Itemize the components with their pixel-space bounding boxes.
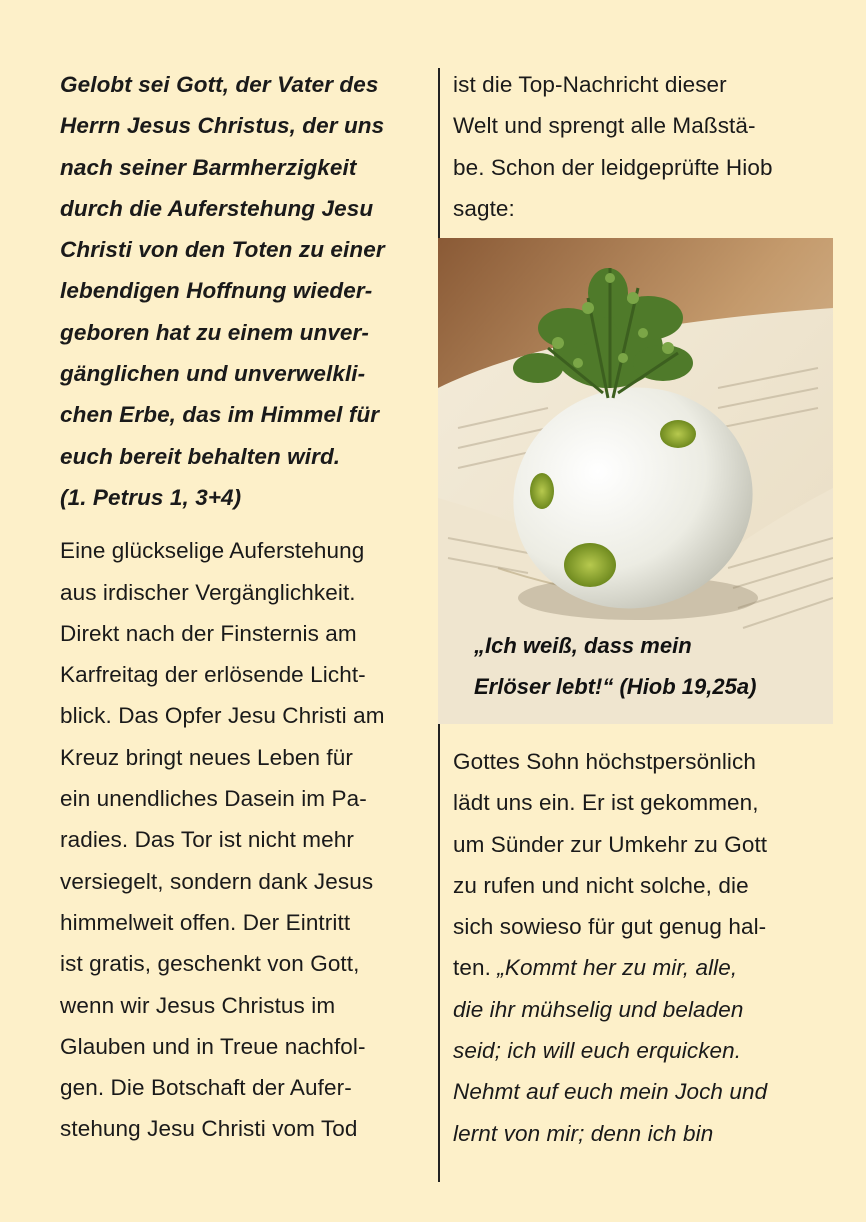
quote-line: geboren hat zu einem unver-: [60, 319, 369, 345]
quote-line: Christi von den Toten zu einer: [60, 237, 385, 263]
quote-line: euch bereit behalten wird.: [60, 443, 341, 469]
text-line: radies. Das Tor ist nicht mehr: [60, 827, 354, 853]
bible-quote: [60, 64, 430, 518]
quote-line: Gelobt sei Gott, der Vater des: [60, 72, 379, 97]
caption-line: Erlöser lebt!“ (Hiob 19,25a): [474, 674, 757, 699]
text-line: ten. „Kommt her zu mir, alle,: [453, 955, 738, 981]
column-divider-top: [438, 68, 440, 238]
text-line: be. Schon der leidgeprüfte Hiob: [453, 154, 773, 180]
quote-line: chen Erbe, das im Himmel für: [60, 402, 380, 428]
left-column: [60, 64, 430, 1150]
text-line: die ihr mühselig und beladen: [453, 996, 744, 1022]
quote-line: gänglichen und unverwelkli-: [60, 361, 366, 387]
text-line: ist gratis, geschenkt von Gott,: [60, 951, 360, 977]
image-caption: [474, 625, 814, 707]
text-line: um Sünder zur Umkehr zu Gott: [453, 831, 768, 857]
text-line: lädt uns ein. Er ist gekommen,: [453, 790, 759, 816]
text-line: Kreuz bringt neues Leben für: [60, 744, 353, 770]
text-line: ein unendliches Dasein im Pa-: [60, 786, 367, 812]
text-line: Direkt nach der Finsternis am: [60, 620, 357, 646]
text-line: zu rufen und nicht solche, die: [453, 872, 749, 898]
text-line: sagte:: [453, 195, 515, 221]
text-line: aus irdischer Vergänglichkeit.: [60, 579, 356, 605]
quote-line: durch die Auferstehung Jesu: [60, 195, 374, 221]
quote-reference: (1. Petrus 1, 3+4): [60, 484, 242, 510]
right-column-top: [453, 64, 843, 229]
quote-line: nach seiner Barmherzigkeit: [60, 154, 357, 180]
body-text-left: [60, 530, 430, 1149]
quote-line: Herrn Jesus Christus, der uns: [60, 113, 385, 139]
text-line: wenn wir Jesus Christus im: [60, 992, 336, 1018]
text-line: sich sowieso für gut genug hal-: [453, 914, 767, 940]
text-line: versiegelt, sondern dank Jesus: [60, 868, 374, 894]
text-line: seid; ich will euch erquicken.: [453, 1038, 742, 1064]
text-line: stehung Jesu Christi vom Tod: [60, 1116, 358, 1142]
text-line: Glauben und in Treue nachfol-: [60, 1033, 366, 1059]
text-line: ist die Top-Nachricht dieser: [453, 72, 727, 97]
quote-line: lebendigen Hoffnung wieder-: [60, 278, 373, 304]
text-line: Welt und sprengt alle Maßstä-: [453, 113, 756, 139]
text-line: blick. Das Opfer Jesu Christi am: [60, 703, 385, 729]
caption-line: „Ich weiß, dass mein: [474, 633, 692, 658]
text-line: Nehmt auf euch mein Joch und: [453, 1079, 768, 1105]
text-line: lernt von mir; denn ich bin: [453, 1120, 714, 1146]
text-line: gen. Die Botschaft der Aufer-: [60, 1075, 352, 1101]
text-line: Eine glückselige Auferstehung: [60, 538, 365, 564]
text-line: himmelweit offen. Der Eintritt: [60, 909, 351, 935]
text-line: Karfreitag der erlösende Licht-: [60, 662, 366, 688]
text-line: Gottes Sohn höchstpersönlich: [453, 749, 756, 774]
right-column-bottom: [453, 741, 843, 1154]
column-divider-bottom: [438, 724, 440, 1182]
